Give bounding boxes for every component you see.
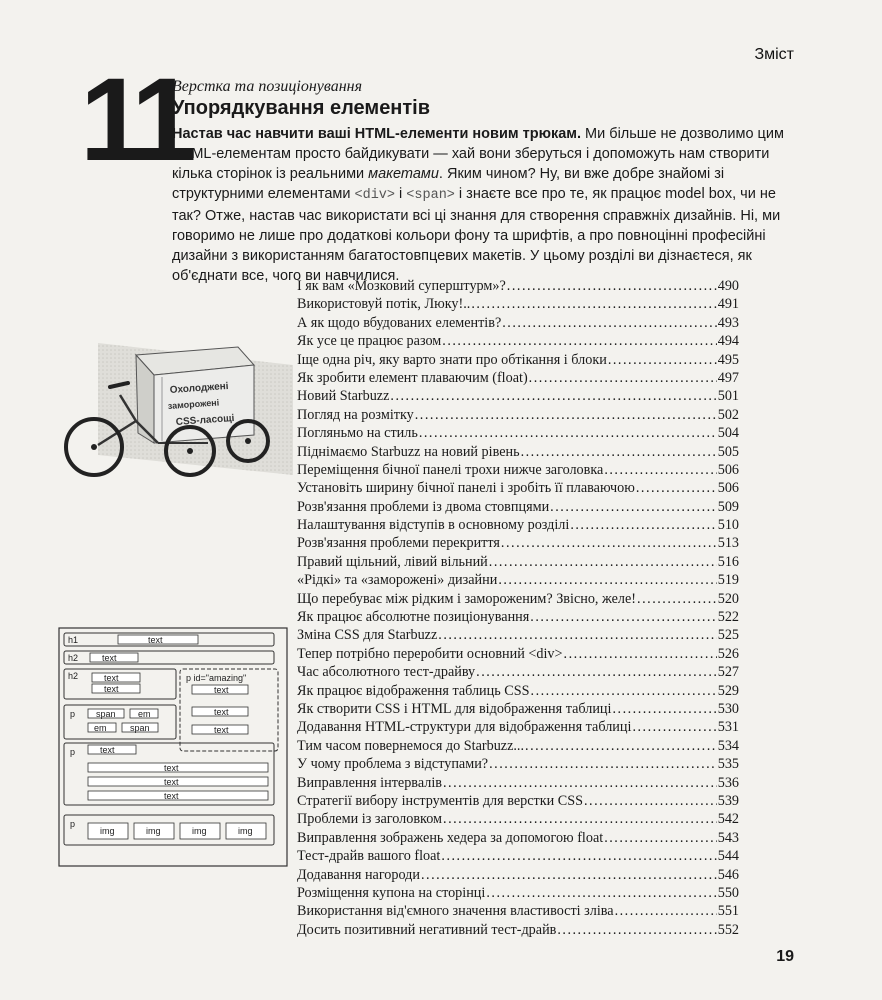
toc-leader-dots <box>525 738 717 755</box>
page-number: 19 <box>776 948 794 965</box>
diagram-em: em <box>138 709 151 719</box>
toc-leader-dots <box>612 701 716 718</box>
toc-entry-title: Зміна CSS для Starbuzz <box>297 627 438 644</box>
toc-leader-dots <box>486 885 716 902</box>
toc-entry <box>297 683 739 701</box>
toc-entry <box>297 315 739 333</box>
toc-entry-page: 506 <box>717 480 739 497</box>
toc-leader-dots <box>438 627 716 644</box>
intro-code-span: <span> <box>406 188 455 203</box>
toc-entry <box>297 407 739 425</box>
diagram-text: text <box>164 791 179 801</box>
toc-entry-title: Використовуй потік, Люку!.. <box>297 296 471 313</box>
toc-entry <box>297 333 739 351</box>
toc-leader-dots <box>637 591 717 608</box>
toc-entry-title: Правий щільний, лівий вільний <box>297 553 488 570</box>
diagram-p-label: p <box>70 747 76 757</box>
toc-entry-page: 522 <box>717 609 739 626</box>
cart-text-line2: заморожені <box>167 397 220 411</box>
toc-entry-page: 491 <box>717 296 739 313</box>
toc-entry-page: 542 <box>717 811 739 828</box>
toc-entry <box>297 664 739 682</box>
diagram-h1-label: h1 <box>68 635 79 645</box>
intro-text-2: . Яким чином? Ну, ви вже добре знайомі зі структурними елементами <box>172 166 725 202</box>
toc-entry-page: 519 <box>717 572 739 589</box>
toc-entry-page: 497 <box>717 369 739 386</box>
toc-entry <box>297 591 739 609</box>
toc-entry-page: 552 <box>717 921 739 938</box>
toc-entry-title: Як працює абсолютне позиціонування <box>297 609 530 626</box>
toc-entry-title: Новий Starbuzz <box>297 388 390 405</box>
toc-entry <box>297 480 739 498</box>
toc-entry <box>297 867 739 885</box>
toc-leader-dots <box>530 609 716 626</box>
diagram-img: img <box>100 826 115 836</box>
intro-code-div: <div> <box>354 188 396 203</box>
toc-leader-dots <box>604 462 716 479</box>
toc-leader-dots <box>476 664 717 681</box>
toc-entry <box>297 499 739 517</box>
toc-entry <box>297 370 739 388</box>
toc-entry-page: 513 <box>717 535 739 552</box>
toc-entry-title: Розв'язання проблеми із двома стовпцями <box>297 498 550 515</box>
toc-entry-title: Погляд на розмітку <box>297 406 414 423</box>
toc-leader-dots <box>529 370 717 387</box>
diagram-text: text <box>104 673 119 683</box>
toc-entry-page: 506 <box>717 461 739 478</box>
toc-entry-page: 510 <box>717 517 739 534</box>
toc-entry-title: Тим часом повернемося до Starbuzz... <box>297 737 525 754</box>
toc-entry-title: Що перебуває між рідким і замороженим? Звісно, желе! <box>297 590 637 607</box>
diagram-span: span <box>96 709 116 719</box>
toc-entry <box>297 388 739 406</box>
toc-entry-page: 525 <box>717 627 739 644</box>
toc-leader-dots <box>390 388 716 405</box>
toc-entry-page: 546 <box>717 866 739 883</box>
toc-entry <box>297 444 739 462</box>
toc-leader-dots <box>498 572 716 589</box>
toc-entry <box>297 278 739 296</box>
toc-entry-title: Виправлення інтервалів <box>297 774 442 791</box>
toc-entry-page: 543 <box>717 829 739 846</box>
toc-entry <box>297 775 739 793</box>
toc-leader-dots <box>550 499 717 516</box>
toc-entry <box>297 646 739 664</box>
toc-entry-page: 535 <box>717 756 739 773</box>
toc-leader-dots <box>471 296 716 313</box>
toc-entry-page: 536 <box>717 774 739 791</box>
element-flow-diagram <box>58 627 288 867</box>
toc-entry <box>297 701 739 719</box>
toc-leader-dots <box>564 646 717 663</box>
toc-entry-title: Як усе це працює разом <box>297 333 442 350</box>
toc-entry-title: Погляньмо на стиль <box>297 425 418 442</box>
toc-entry <box>297 535 739 553</box>
toc-entry <box>297 848 739 866</box>
diagram-em: em <box>94 723 107 733</box>
toc-entry <box>297 793 739 811</box>
chapter-intro <box>172 124 802 286</box>
toc-entry-title: Розв'язання проблеми перекриття <box>297 535 500 552</box>
toc-entry-page: 526 <box>717 645 739 662</box>
toc-entry <box>297 609 739 627</box>
toc-leader-dots <box>489 756 717 773</box>
toc-entry-title: Тепер потрібно переробити основний <div> <box>297 645 563 662</box>
toc-entry-title: Піднімаємо Starbuzz на новий рівень <box>297 443 520 460</box>
intro-and: і <box>395 186 407 202</box>
diagram-p-label: p <box>70 709 76 719</box>
toc-entry-title: Додавання нагороди <box>297 866 420 883</box>
toc-entry-page: 490 <box>717 278 739 294</box>
toc-leader-dots <box>521 444 717 461</box>
cart-text-line3: CSS-ласощі <box>175 412 235 428</box>
diagram-text: text <box>214 707 229 717</box>
toc-entry-page: 493 <box>717 314 739 331</box>
diagram-text: text <box>214 725 229 735</box>
toc-leader-dots <box>604 830 717 847</box>
chapter-number: 11 <box>80 54 189 186</box>
toc-leader-dots <box>421 867 717 884</box>
toc-entry <box>297 517 739 535</box>
diagram-text: text <box>100 745 115 755</box>
toc-leader-dots <box>415 407 717 424</box>
toc-leader-dots <box>615 903 717 920</box>
toc-entry-page: 520 <box>717 590 739 607</box>
toc-entry-title: Виправлення зображень хедера за допомогою float <box>297 829 604 846</box>
intro-text-3: і знаєте все про те, як працює model box, чи не так? Отже, настав час використати всі ці знання для створення справжніх дизайнів. Ні, ми говоримо не лише про додаткові кольори фону та шрифтів, а про повноцінні професійні дизайни з використанням багатостовпцевих макетів. У цьому розділі ви дізнаєтеся, як об'єднати все, чого ви навчилися. <box>172 186 781 284</box>
toc-leader-dots <box>531 683 717 700</box>
toc-leader-dots <box>507 278 717 295</box>
toc-leader-dots <box>442 333 716 350</box>
toc-entry <box>297 830 739 848</box>
toc-entry <box>297 462 739 480</box>
intro-emphasis: макетами <box>368 166 439 182</box>
toc-entry-title: Тест-драйв вашого float <box>297 848 441 865</box>
toc-entry-page: 509 <box>717 498 739 515</box>
toc-entry-page: 494 <box>717 333 739 350</box>
diagram-text: text <box>104 684 119 694</box>
toc-entry-page: 530 <box>717 700 739 717</box>
diagram-text: text <box>102 653 117 663</box>
toc-entry-page: 505 <box>717 443 739 460</box>
toc-leader-dots <box>443 775 717 792</box>
toc-entry-page: 501 <box>717 388 739 405</box>
diagram-p-label: p <box>70 819 76 829</box>
toc-entry-title: Додавання HTML-структури для відображення таблиці <box>297 719 632 736</box>
toc-entry-page: 531 <box>717 719 739 736</box>
toc-entry-title: Досить позитивний негативний тест-драйв <box>297 921 557 938</box>
toc-entry-title: Розміщення купона на сторінці <box>297 884 486 901</box>
intro-lead: Настав час навчити ваші HTML-елементи новим трюкам. <box>172 126 582 142</box>
diagram-img: img <box>192 826 207 836</box>
toc-leader-dots <box>419 425 717 442</box>
diagram-p-amazing-label: p id="amazing" <box>186 673 247 683</box>
toc-leader-dots <box>608 352 717 369</box>
toc-entry <box>297 296 739 314</box>
diagram-img: img <box>146 826 161 836</box>
chapter-subtitle: Верстка та позиціонування <box>172 78 363 95</box>
intro-text-1: Ми більше не дозволимо цим HTML-елементам просто байдикувати — хай вони зберуться і допоможуть нам створити кілька сторінок із реальними <box>172 126 784 182</box>
section-header: Зміст <box>754 46 794 63</box>
toc-entry-page: 551 <box>717 903 739 920</box>
cart-text-line1: Охолоджені <box>169 380 229 396</box>
toc-entry <box>297 554 739 572</box>
toc-entry-page: 544 <box>717 848 739 865</box>
toc-entry <box>297 719 739 737</box>
toc-entry <box>297 425 739 443</box>
toc-entry <box>297 756 739 774</box>
toc-entry-page: 516 <box>717 553 739 570</box>
diagram-text: text <box>164 777 179 787</box>
table-of-contents <box>297 278 739 940</box>
diagram-h2-label: h2 <box>68 653 79 663</box>
toc-entry <box>297 627 739 645</box>
toc-entry-title: Як працює відображення таблиць CSS <box>297 682 530 699</box>
toc-entry <box>297 811 739 829</box>
toc-leader-dots <box>557 922 716 939</box>
toc-entry-page: 534 <box>717 737 739 754</box>
toc-entry-title: А як щодо вбудованих елементів? <box>297 314 502 331</box>
toc-entry-page: 539 <box>717 792 739 809</box>
toc-entry-title: У чому проблема з відступами? <box>297 756 489 773</box>
toc-entry-page: 495 <box>717 351 739 368</box>
diagram-span: span <box>130 723 150 733</box>
toc-entry <box>297 352 739 370</box>
diagram-text: text <box>164 763 179 773</box>
toc-entry-title: «Рідкі» та «заморожені» дизайни <box>297 572 498 589</box>
toc-entry-page: 504 <box>717 425 739 442</box>
toc-entry <box>297 922 739 940</box>
toc-entry-page: 529 <box>717 682 739 699</box>
toc-entry-page: 527 <box>717 664 739 681</box>
toc-entry-page: 550 <box>717 884 739 901</box>
toc-entry-title: Установіть ширину бічної панелі і зробіть її плаваючою <box>297 480 635 497</box>
toc-leader-dots <box>443 811 717 828</box>
toc-entry <box>297 903 739 921</box>
toc-entry-title: І як вам «Мозковий суперштурм»? <box>297 278 506 294</box>
toc-entry-title: Використання від'ємного значення властивості зліва <box>297 903 614 920</box>
toc-entry-title: Як зробити елемент плаваючим (float) <box>297 369 528 386</box>
diagram-img: img <box>238 826 253 836</box>
toc-leader-dots <box>632 719 716 736</box>
toc-entry-page: 502 <box>717 406 739 423</box>
toc-leader-dots <box>502 315 716 332</box>
toc-entry-title: Переміщення бічної панелі трохи нижче заголовка <box>297 461 604 478</box>
toc-leader-dots <box>489 554 717 571</box>
toc-entry <box>297 572 739 590</box>
toc-entry-title: Час абсолютного тест-драйву <box>297 664 476 681</box>
toc-leader-dots <box>636 480 717 497</box>
toc-entry-title: Як створити CSS і HTML для відображення таблиці <box>297 700 612 717</box>
toc-entry <box>297 885 739 903</box>
toc-leader-dots <box>501 535 717 552</box>
toc-leader-dots <box>584 793 717 810</box>
toc-leader-dots <box>570 517 716 534</box>
toc-entry-title: Іще одна річ, яку варто знати про обтікання і блоки <box>297 351 607 368</box>
toc-leader-dots <box>441 848 716 865</box>
toc-entry-title: Стратегії вибору інструментів для верстки CSS <box>297 792 583 809</box>
ice-cream-tricycle-illustration <box>58 325 298 495</box>
chapter-title: Упорядкування елементів <box>172 97 431 119</box>
toc-entry-title: Налаштування відступів в основному розділі <box>297 517 570 534</box>
diagram-text: text <box>148 635 163 645</box>
toc-entry-title: Проблеми із заголовком <box>297 811 443 828</box>
diagram-text: text <box>214 685 229 695</box>
diagram-h2-label: h2 <box>68 671 79 681</box>
toc-entry <box>297 738 739 756</box>
